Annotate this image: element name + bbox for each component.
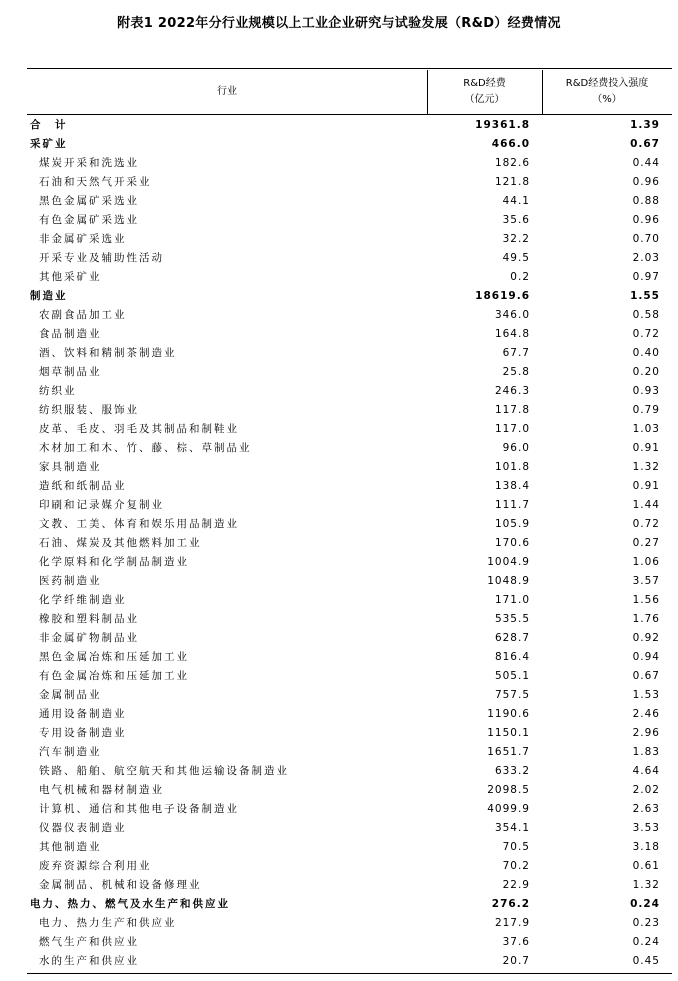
row-industry: 采矿业 [30,138,68,150]
table-row [27,876,672,895]
row-intensity-value: 0.97 [632,271,660,283]
table-row [27,553,672,572]
table-row [27,952,672,971]
row-rd-value: 117.8 [494,404,530,416]
table-row [27,648,672,667]
row-industry: 非金属矿采选业 [39,233,127,245]
row-industry: 其他采矿业 [39,271,102,283]
header-rule [27,114,672,115]
row-rd-value: 105.9 [494,518,530,530]
table-row [27,477,672,496]
row-industry: 皮革、毛皮、羽毛及其制品和制鞋业 [39,423,239,435]
table-row [27,591,672,610]
row-rd-value: 170.6 [494,537,530,549]
table-row [27,724,672,743]
row-industry: 化学原料和化学制品制造业 [39,556,189,568]
row-intensity-value: 0.94 [632,651,660,663]
row-intensity-value: 1.32 [632,461,660,473]
row-industry: 纺织业 [39,385,77,397]
row-rd-value: 22.9 [502,879,530,891]
row-industry: 石油、煤炭及其他燃料加工业 [39,537,202,549]
row-rd-value: 4099.9 [487,803,530,815]
row-rd-value: 466.0 [491,138,530,150]
table-row [27,857,672,876]
table-row [27,135,672,154]
row-rd-value: 757.5 [494,689,530,701]
row-intensity-value: 1.03 [632,423,660,435]
header-intensity [542,70,672,114]
table-row [27,610,672,629]
row-rd-value: 32.2 [502,233,530,245]
row-rd-value: 816.4 [494,651,530,663]
header-industry [27,70,427,114]
row-industry: 电力、热力生产和供应业 [39,917,177,929]
row-intensity-value: 0.70 [632,233,660,245]
row-industry: 电气机械和器材制造业 [39,784,164,796]
row-intensity-value: 1.55 [630,290,660,302]
table-row [27,173,672,192]
table-row [27,439,672,458]
row-rd-value: 171.0 [494,594,530,606]
row-industry: 医药制造业 [39,575,102,587]
row-rd-value: 1190.6 [487,708,530,720]
header-rd-unit: （亿元） [464,94,505,105]
row-industry: 橡胶和塑料制品业 [39,613,139,625]
row-industry: 造纸和纸制品业 [39,480,127,492]
row-intensity-value: 0.93 [632,385,660,397]
row-rd-value: 18619.6 [475,290,530,302]
table-row [27,762,672,781]
row-rd-value: 20.7 [502,955,530,967]
header-rd [427,70,542,114]
row-intensity-value: 0.61 [632,860,660,872]
row-industry: 制造业 [30,290,68,302]
row-industry: 仪器仪表制造业 [39,822,127,834]
row-intensity-value: 0.91 [632,442,660,454]
row-rd-value: 2098.5 [487,784,530,796]
table-row [27,287,672,306]
row-rd-value: 354.1 [494,822,530,834]
row-intensity-value: 2.96 [632,727,660,739]
table-row [27,458,672,477]
row-industry: 铁路、船舶、航空航天和其他运输设备制造业 [39,765,289,777]
table-row [27,838,672,857]
row-industry: 计算机、通信和其他电子设备制造业 [39,803,239,815]
row-intensity-value: 0.91 [632,480,660,492]
row-intensity-value: 0.45 [632,955,660,967]
row-rd-value: 182.6 [494,157,530,169]
row-industry: 非金属矿物制品业 [39,632,139,644]
table-row [27,325,672,344]
header-intensity-unit: （%） [592,94,622,105]
table-row [27,401,672,420]
row-industry: 水的生产和供应业 [39,955,139,967]
row-intensity-value: 1.83 [632,746,660,758]
row-rd-value: 25.8 [502,366,530,378]
row-intensity-value: 1.53 [632,689,660,701]
row-rd-value: 117.0 [494,423,530,435]
row-intensity-value: 1.39 [630,119,660,131]
row-industry: 电力、热力、燃气及水生产和供应业 [30,898,230,910]
row-industry: 农副食品加工业 [39,309,127,321]
row-intensity-value: 1.06 [632,556,660,568]
row-intensity-value: 1.56 [632,594,660,606]
table-row [27,800,672,819]
row-intensity-value: 2.03 [632,252,660,264]
table-row [27,344,672,363]
table-row [27,629,672,648]
row-intensity-value: 0.72 [632,518,660,530]
row-industry: 纺织服装、服饰业 [39,404,139,416]
table-row [27,154,672,173]
row-intensity-value: 3.18 [632,841,660,853]
table-row [27,249,672,268]
row-intensity-value: 0.24 [630,898,660,910]
row-industry: 燃气生产和供应业 [39,936,139,948]
row-rd-value: 19361.8 [475,119,530,131]
table-row [27,306,672,325]
table-row [27,895,672,914]
row-rd-value: 70.5 [502,841,530,853]
table-row [27,192,672,211]
row-industry: 专用设备制造业 [39,727,127,739]
row-industry: 煤炭开采和洗选业 [39,157,139,169]
row-rd-value: 138.4 [494,480,530,492]
row-industry: 开采专业及辅助性活动 [39,252,164,264]
row-industry: 印刷和记录媒介复制业 [39,499,164,511]
row-industry: 黑色金属矿采选业 [39,195,139,207]
row-intensity-value: 0.24 [632,936,660,948]
row-rd-value: 633.2 [494,765,530,777]
row-intensity-value: 1.44 [632,499,660,511]
row-industry: 汽车制造业 [39,746,102,758]
table-bottom-rule [27,973,672,974]
header-rd-label: R&D经费 [463,78,506,89]
row-industry: 黑色金属冶炼和压延加工业 [39,651,189,663]
table-row [27,496,672,515]
table-header [27,70,672,114]
table-row [27,116,672,135]
row-rd-value: 1150.1 [487,727,530,739]
row-intensity-value: 0.79 [632,404,660,416]
table-row [27,268,672,287]
table-row [27,211,672,230]
row-intensity-value: 0.40 [632,347,660,359]
row-intensity-value: 2.63 [632,803,660,815]
row-intensity-value: 0.27 [632,537,660,549]
row-intensity-value: 3.57 [632,575,660,587]
row-intensity-value: 1.32 [632,879,660,891]
header-intensity-label: R&D经费投入强度 [565,78,649,89]
row-intensity-value: 0.44 [632,157,660,169]
row-intensity-value: 0.67 [632,670,660,682]
row-rd-value: 35.6 [502,214,530,226]
row-industry: 废弃资源综合利用业 [39,860,152,872]
row-intensity-value: 2.02 [632,784,660,796]
row-intensity-value: 0.23 [632,917,660,929]
row-rd-value: 44.1 [502,195,530,207]
row-rd-value: 0.2 [510,271,530,283]
row-industry: 通用设备制造业 [39,708,127,720]
row-rd-value: 1004.9 [487,556,530,568]
table-top-rule [27,68,672,69]
row-industry: 烟草制品业 [39,366,102,378]
table-row [27,382,672,401]
row-rd-value: 111.7 [494,499,530,511]
row-intensity-value: 0.96 [632,214,660,226]
row-intensity-value: 0.88 [632,195,660,207]
row-rd-value: 1651.7 [487,746,530,758]
table-row [27,420,672,439]
row-industry: 化学纤维制造业 [39,594,127,606]
row-rd-value: 346.0 [494,309,530,321]
row-industry: 有色金属冶炼和压延加工业 [39,670,189,682]
page-title: 附表1 2022年分行业规模以上工业企业研究与试验发展（R&D）经费情况 [117,16,561,31]
row-rd-value: 628.7 [494,632,530,644]
row-intensity-value: 3.53 [632,822,660,834]
row-intensity-value: 1.76 [632,613,660,625]
row-industry: 金属制品业 [39,689,102,701]
row-rd-value: 1048.9 [487,575,530,587]
table-row [27,819,672,838]
row-industry: 食品制造业 [39,328,102,340]
table-row [27,686,672,705]
table-row [27,363,672,382]
row-intensity-value: 2.46 [632,708,660,720]
row-rd-value: 246.3 [494,385,530,397]
table-row [27,534,672,553]
row-industry: 石油和天然气开采业 [39,176,152,188]
header-industry-label: 行业 [217,86,237,97]
row-rd-value: 276.2 [491,898,530,910]
table-row [27,743,672,762]
row-rd-value: 505.1 [494,670,530,682]
row-intensity-value: 0.58 [632,309,660,321]
row-intensity-value: 0.67 [630,138,660,150]
table-row [27,667,672,686]
row-rd-value: 535.5 [494,613,530,625]
row-industry: 家具制造业 [39,461,102,473]
table-row [27,572,672,591]
row-intensity-value: 4.64 [632,765,660,777]
row-rd-value: 217.9 [494,917,530,929]
row-rd-value: 101.8 [494,461,530,473]
row-industry: 酒、饮料和精制茶制造业 [39,347,177,359]
table-row [27,515,672,534]
table-row [27,781,672,800]
row-rd-value: 49.5 [502,252,530,264]
row-intensity-value: 0.96 [632,176,660,188]
table-row [27,230,672,249]
table-body [27,116,672,971]
row-rd-value: 121.8 [494,176,530,188]
row-industry: 金属制品、机械和设备修理业 [39,879,202,891]
row-rd-value: 70.2 [502,860,530,872]
row-industry: 木材加工和木、竹、藤、棕、草制品业 [39,442,252,454]
row-rd-value: 96.0 [502,442,530,454]
table-row [27,933,672,952]
table-row [27,705,672,724]
table-row [27,914,672,933]
row-rd-value: 67.7 [502,347,530,359]
row-intensity-value: 0.72 [632,328,660,340]
row-intensity-value: 0.20 [632,366,660,378]
row-rd-value: 164.8 [494,328,530,340]
row-intensity-value: 0.92 [632,632,660,644]
row-rd-value: 37.6 [502,936,530,948]
row-industry: 合 计 [30,119,68,131]
row-industry: 有色金属矿采选业 [39,214,139,226]
row-industry: 其他制造业 [39,841,102,853]
row-industry: 文教、工美、体育和娱乐用品制造业 [39,518,239,530]
